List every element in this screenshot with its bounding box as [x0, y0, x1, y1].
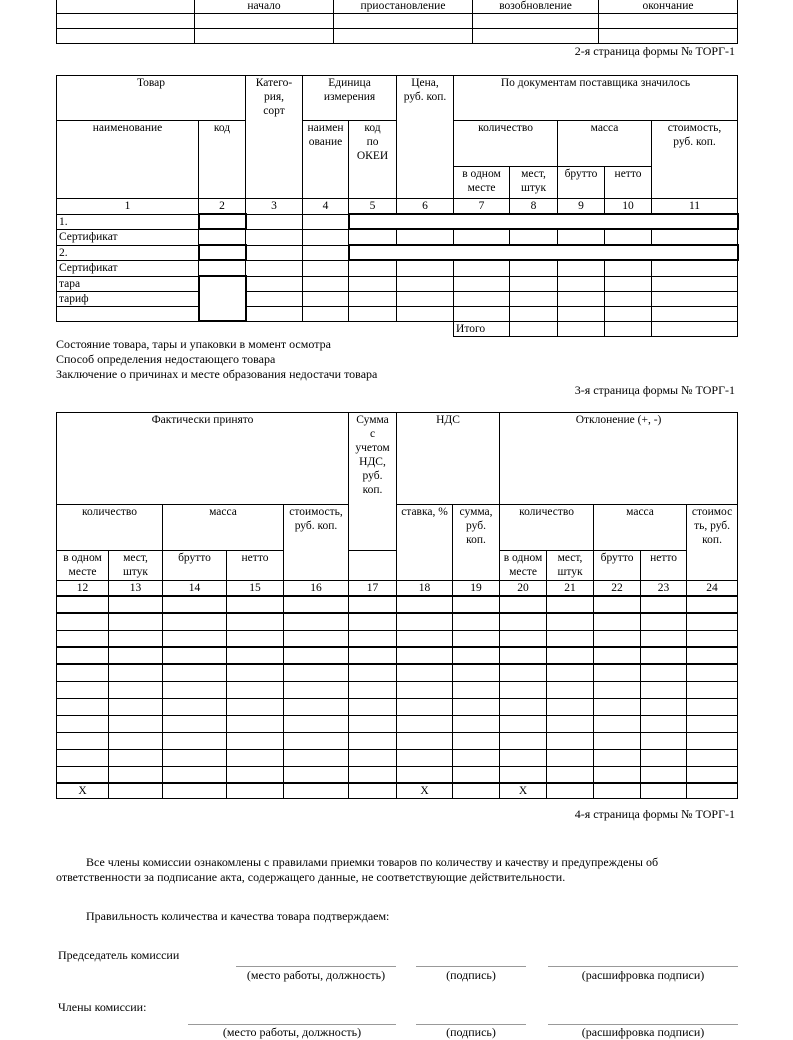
h3-massa2: масса — [594, 505, 687, 551]
col-num: 24 — [687, 581, 738, 597]
h-tovar: Товар — [57, 76, 246, 121]
h-stoimost: стоимость, руб. коп. — [652, 121, 738, 199]
page3-accepted-table — [56, 412, 738, 799]
col-num: 5 — [349, 199, 397, 215]
h-ed-naim: наимен ование — [303, 121, 349, 199]
page2-label: 2-я страница формы № ТОРГ-1 — [574, 44, 735, 58]
note-method: Способ определения недостающего товара — [56, 352, 276, 366]
col-num: 6 — [397, 199, 454, 215]
col-num: 1 — [57, 199, 199, 215]
h-summa-nds: Сумма с учетом НДС, руб. коп. — [349, 413, 397, 551]
h-kategoria: Катего- рия, сорт — [246, 76, 303, 199]
note-conclusion: Заключение о причинах и месте образования недостачи товара — [56, 367, 378, 381]
h3-massa: масса — [163, 505, 284, 551]
row-label: тариф — [57, 291, 199, 306]
top-header-end: окончание — [599, 0, 738, 14]
member-signature-caption: (подпись) — [446, 1025, 496, 1039]
row-label — [57, 306, 199, 321]
x-mark: X — [500, 783, 547, 799]
col-num: 14 — [163, 581, 227, 597]
top-header-resume: возобновление — [473, 0, 599, 14]
x-mark: X — [57, 783, 109, 799]
h-fakt: Фактически принято — [57, 413, 349, 505]
itogo-label: Итого — [454, 321, 510, 336]
h-nds: НДС — [397, 413, 500, 505]
col-num: 10 — [605, 199, 652, 215]
col-num: 21 — [547, 581, 594, 597]
col-num: 20 — [500, 581, 547, 597]
chairman-decode-line[interactable] — [548, 966, 738, 967]
top-fragment-table — [56, 0, 738, 44]
h-kod: код — [199, 121, 246, 199]
col-num: 8 — [510, 199, 558, 215]
member-position-caption: (место работы, должность) — [222, 1025, 362, 1039]
h-cena: Цена, руб. коп. — [397, 76, 454, 199]
top-empty-cell — [57, 0, 195, 14]
input-cell[interactable] — [199, 214, 246, 229]
h3-summa: сумма, руб. коп. — [453, 505, 500, 581]
h3-mest: мест, штук — [109, 551, 163, 581]
h3-stavka: ставка, % — [397, 505, 453, 581]
h-ed-kod: код по ОКЕИ — [349, 121, 397, 199]
col-num: 23 — [641, 581, 687, 597]
chairman-position-line[interactable] — [236, 966, 396, 967]
h-v-odnom: в одном месте — [454, 167, 510, 199]
h3-netto: нетто — [227, 551, 284, 581]
h-brutto: брутто — [558, 167, 605, 199]
col-num: 9 — [558, 199, 605, 215]
page2-goods-table — [56, 75, 739, 337]
page3-data-rows[interactable] — [57, 596, 738, 783]
h-edinica: Единица измерения — [303, 76, 397, 121]
chairman-signature-caption: (подпись) — [446, 968, 496, 982]
input-cell[interactable] — [199, 245, 246, 260]
note-state: Состояние товара, тары и упаковки в момент осмотра — [56, 337, 331, 351]
top-header-suspend: приостановление — [334, 0, 473, 14]
col-num: 11 — [652, 199, 738, 215]
col-num: 2 — [199, 199, 246, 215]
h-mest: мест, штук — [510, 167, 558, 199]
col-num: 3 — [246, 199, 303, 215]
h-po-doc: По документам поставщика значилось — [454, 76, 738, 121]
page3-label: 3-я страница формы № ТОРГ-1 — [574, 383, 735, 397]
chairman-label: Председатель комиссии — [58, 948, 180, 962]
h-naimenovanie: наименование — [57, 121, 199, 199]
col-num: 15 — [227, 581, 284, 597]
input-cell[interactable] — [199, 276, 246, 321]
h3-v-odnom2: в одном месте — [500, 551, 547, 581]
page4-label: 4-я страница формы № ТОРГ-1 — [574, 807, 735, 821]
h-netto: нетто — [605, 167, 652, 199]
row-label: тара — [57, 276, 199, 291]
chairman-decode-caption: (расшифровка подписи) — [581, 968, 705, 982]
h3-stoimost: стоимость, руб. коп. — [284, 505, 349, 581]
col-num: 13 — [109, 581, 163, 597]
row-label: 2. — [57, 245, 199, 260]
x-mark: X — [397, 783, 453, 799]
col-num: 7 — [454, 199, 510, 215]
chairman-position-caption: (место работы, должность) — [246, 968, 386, 982]
col-num: 22 — [594, 581, 641, 597]
input-cell[interactable] — [349, 214, 738, 229]
h3-kolichestvo2: количество — [500, 505, 594, 551]
row-label: Сертификат — [57, 229, 199, 245]
h3-stoimost2: стоимос ть, руб. коп. — [687, 505, 738, 581]
h-massa: масса — [558, 121, 652, 167]
h3-v-odnom: в одном месте — [57, 551, 109, 581]
col-num: 12 — [57, 581, 109, 597]
col-num: 4 — [303, 199, 349, 215]
h-otkl: Отклонение (+, -) — [500, 413, 738, 505]
h3-netto2: нетто — [641, 551, 687, 581]
commission-para-line2: ответственности за подписание акта, содержащего данные, не соответствующие действительности. — [56, 870, 566, 884]
h3-brutto: брутто — [163, 551, 227, 581]
col-num: 16 — [284, 581, 349, 597]
h3-brutto2: брутто — [594, 551, 641, 581]
commission-para-line1: Все члены комиссии ознакомлены с правилами приемки товаров по количеству и качеству и предупреждены об — [86, 855, 659, 869]
confirm-text: Правильность количества и качества товара подтверждаем: — [86, 909, 390, 923]
top-header-start: начало — [195, 0, 334, 14]
col-num: 19 — [453, 581, 500, 597]
col-num: 18 — [397, 581, 453, 597]
member-decode-caption: (расшифровка подписи) — [581, 1025, 705, 1039]
h-kolichestvo: количество — [454, 121, 558, 167]
row-label: 1. — [57, 214, 199, 229]
input-cell[interactable] — [349, 245, 738, 260]
h3-kolichestvo: количество — [57, 505, 163, 551]
h3-mest2: мест, штук — [547, 551, 594, 581]
row-label: Сертификат — [57, 260, 199, 276]
col-num: 17 — [349, 581, 397, 597]
chairman-signature-line[interactable] — [416, 966, 526, 967]
members-label: Члены комиссии: — [58, 1000, 147, 1014]
